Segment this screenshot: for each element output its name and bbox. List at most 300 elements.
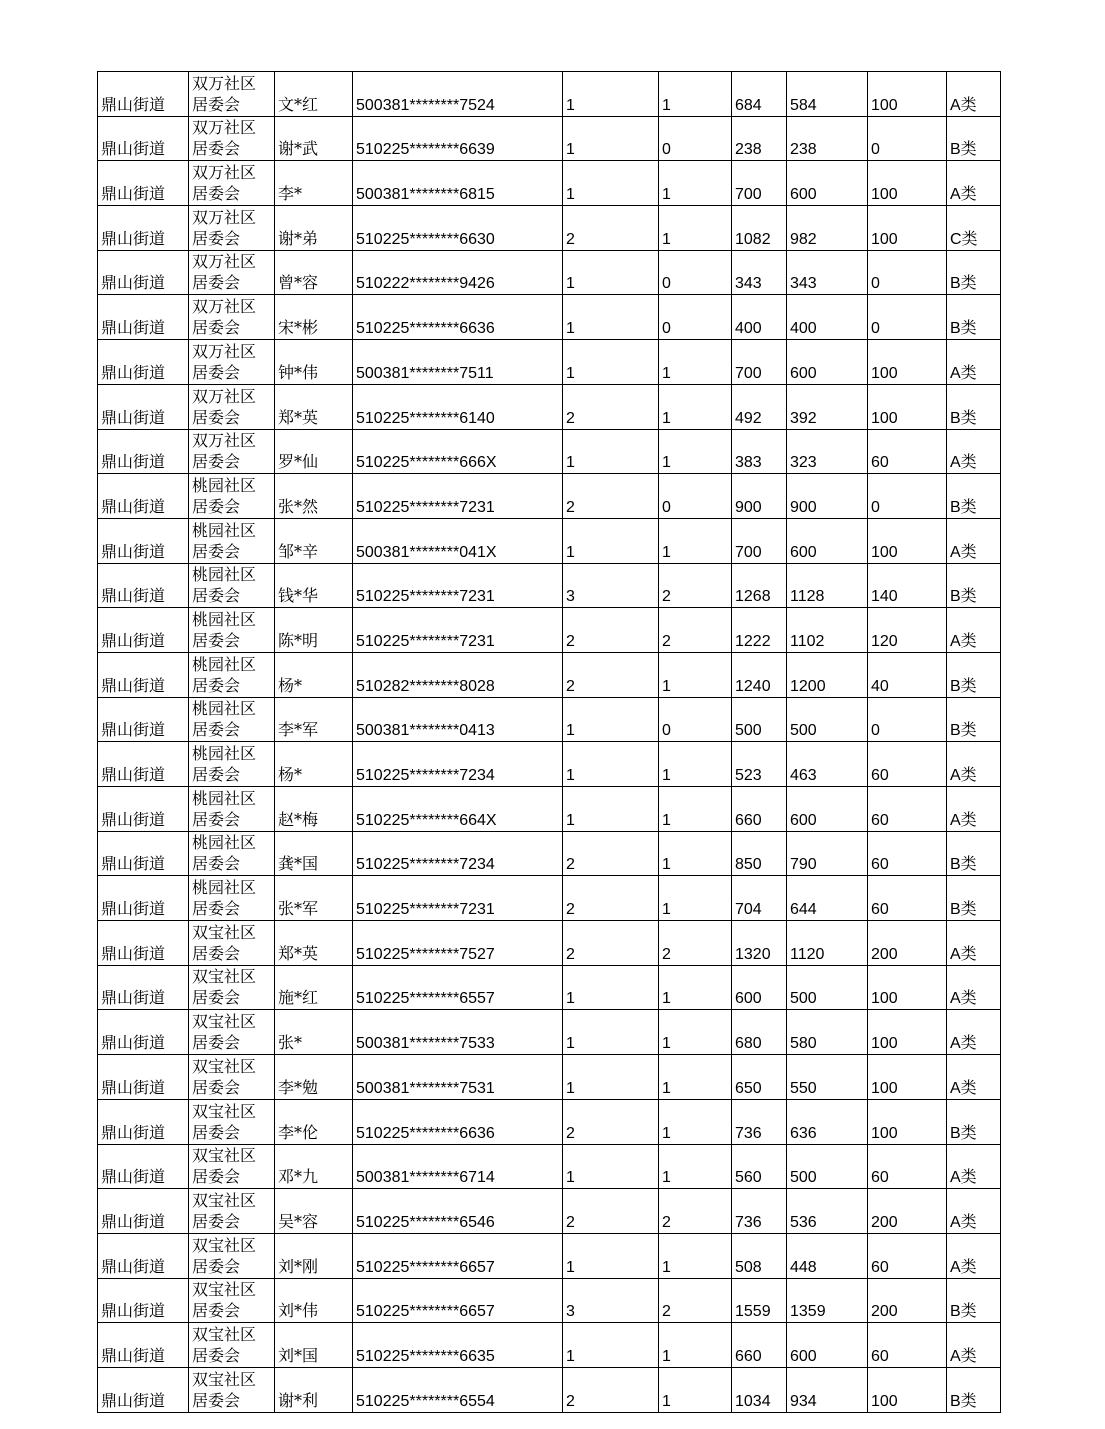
table-row [98,518,1001,563]
amount-cell: 200 [868,1189,947,1234]
amount-cell: 500 [787,965,868,1010]
amount-cell: 323 [787,429,868,474]
community-cell [189,250,275,295]
amount-cell: 934 [787,1367,868,1412]
count-cell: 2 [659,563,732,608]
id-number-cell: 510225********6635 [353,1323,563,1368]
amount-cell: 1200 [787,652,868,697]
count-cell: 1 [563,1010,659,1055]
name-cell: 李*军 [275,697,353,742]
count-cell: 2 [563,608,659,653]
community-cell [189,206,275,251]
community-name: 双宝社区 [192,922,257,942]
category-cell: A类 [947,518,1001,563]
category-cell: A类 [947,1055,1001,1100]
name-cell: 刘*国 [275,1323,353,1368]
community-name: 双宝社区 [192,1056,257,1076]
id-number-cell: 510225********664X [353,787,563,832]
amount-cell: 60 [868,831,947,876]
count-cell: 1 [563,1055,659,1100]
community-name: 双宝社区 [192,1146,257,1166]
count-cell: 1 [659,161,732,206]
table-row [98,1144,1001,1189]
community-cell [189,831,275,876]
community-cell [189,563,275,608]
amount-cell: 1240 [732,652,787,697]
amount-cell: 500 [787,697,868,742]
count-cell: 1 [659,1055,732,1100]
id-number-cell: 510225********6657 [353,1278,563,1323]
street-cell: 鼎山街道 [98,250,189,295]
amount-cell: 736 [732,1099,787,1144]
street-cell: 鼎山街道 [98,1367,189,1412]
community-name: 双万社区 [192,297,257,317]
name-cell: 张* [275,1010,353,1055]
amount-cell: 60 [868,876,947,921]
street-cell: 鼎山街道 [98,608,189,653]
amount-cell: 0 [868,116,947,161]
category-cell: B类 [947,474,1001,519]
category-cell: A类 [947,1323,1001,1368]
community-cell [189,1099,275,1144]
count-cell: 1 [659,384,732,429]
category-cell: B类 [947,116,1001,161]
amount-cell: 1320 [732,921,787,966]
name-cell: 邹*辛 [275,518,353,563]
amount-cell: 1034 [732,1367,787,1412]
amount-cell: 580 [787,1010,868,1055]
committee-label: 居委会 [192,765,241,784]
committee-label: 居委会 [192,1211,241,1231]
table-row [98,876,1001,921]
amount-cell: 343 [732,250,787,295]
table-row [98,1099,1001,1144]
community-name: 桃园社区 [192,654,257,674]
amount-cell: 100 [868,340,947,385]
community-name: 双万社区 [192,118,257,138]
committee-label: 居委会 [192,899,241,919]
count-cell: 2 [563,1367,659,1412]
count-cell: 0 [659,295,732,340]
community-name: 桃园社区 [192,744,257,763]
amount-cell: 1082 [732,206,787,251]
committee-label: 居委会 [192,1033,241,1053]
community-cell [189,384,275,429]
amount-cell: 343 [787,250,868,295]
amount-cell: 60 [868,1233,947,1278]
category-cell: B类 [947,831,1001,876]
category-cell: A类 [947,1144,1001,1189]
table-row [98,250,1001,295]
category-cell: B类 [947,250,1001,295]
count-cell: 3 [563,563,659,608]
name-cell: 施*红 [275,965,353,1010]
community-cell [189,1278,275,1323]
amount-cell: 463 [787,742,868,787]
table-row [98,831,1001,876]
amount-cell: 60 [868,742,947,787]
category-cell: A类 [947,1189,1001,1234]
name-cell: 曾*容 [275,250,353,295]
street-cell: 鼎山街道 [98,518,189,563]
amount-cell: 100 [868,206,947,251]
id-number-cell: 510225********6546 [353,1189,563,1234]
amount-cell: 704 [732,876,787,921]
category-cell: C类 [947,206,1001,251]
community-cell [189,161,275,206]
community-cell [189,742,275,787]
community-cell [189,697,275,742]
street-cell: 鼎山街道 [98,72,189,117]
committee-label: 居委会 [192,1390,241,1410]
community-name: 桃园社区 [192,565,257,585]
amount-cell: 584 [787,72,868,117]
id-number-cell: 510282********8028 [353,652,563,697]
street-cell: 鼎山街道 [98,876,189,921]
committee-label: 居委会 [192,675,241,695]
count-cell: 1 [563,697,659,742]
street-cell: 鼎山街道 [98,1099,189,1144]
count-cell: 2 [563,1099,659,1144]
count-cell: 2 [563,921,659,966]
committee-label: 居委会 [192,943,241,963]
community-name: 双宝社区 [192,1235,257,1255]
category-cell: A类 [947,161,1001,206]
committee-label: 居委会 [192,273,241,293]
name-cell: 杨* [275,652,353,697]
table-row [98,787,1001,832]
amount-cell: 700 [732,161,787,206]
count-cell: 1 [563,518,659,563]
amount-cell: 140 [868,563,947,608]
count-cell: 1 [659,340,732,385]
id-number-cell: 510225********6636 [353,1099,563,1144]
count-cell: 1 [659,1367,732,1412]
id-number-cell: 500381********0413 [353,697,563,742]
id-number-cell: 510225********7234 [353,831,563,876]
community-name: 双宝社区 [192,1369,257,1389]
name-cell: 钟*伟 [275,340,353,385]
community-name: 双万社区 [192,252,257,272]
name-cell: 张*然 [275,474,353,519]
community-cell [189,72,275,117]
committee-label: 居委会 [192,496,241,516]
count-cell: 1 [563,295,659,340]
category-cell: A类 [947,1010,1001,1055]
community-name: 双万社区 [192,431,257,451]
category-cell: B类 [947,652,1001,697]
amount-cell: 1120 [787,921,868,966]
count-cell: 0 [659,474,732,519]
count-cell: 1 [563,429,659,474]
amount-cell: 60 [868,1144,947,1189]
amount-cell: 500 [787,1144,868,1189]
committee-label: 居委会 [192,452,241,472]
table-row [98,697,1001,742]
count-cell: 1 [659,206,732,251]
community-cell [189,1144,275,1189]
amount-cell: 1128 [787,563,868,608]
count-cell: 1 [563,116,659,161]
category-cell: A类 [947,742,1001,787]
community-cell [189,474,275,519]
amount-cell: 200 [868,1278,947,1323]
count-cell: 3 [563,1278,659,1323]
table-row [98,384,1001,429]
name-cell: 谢*利 [275,1367,353,1412]
table-row [98,206,1001,251]
id-number-cell: 510225********6657 [353,1233,563,1278]
id-number-cell: 510225********7231 [353,474,563,519]
amount-cell: 392 [787,384,868,429]
table-row [98,921,1001,966]
count-cell: 1 [659,1010,732,1055]
count-cell: 2 [659,1278,732,1323]
street-cell: 鼎山街道 [98,1010,189,1055]
category-cell: B类 [947,563,1001,608]
community-cell [189,787,275,832]
street-cell: 鼎山街道 [98,787,189,832]
amount-cell: 100 [868,1010,947,1055]
community-cell [189,1010,275,1055]
amount-cell: 100 [868,1367,947,1412]
table-row [98,116,1001,161]
count-cell: 0 [659,697,732,742]
community-name: 桃园社区 [192,833,257,853]
community-name: 桃园社区 [192,878,257,898]
street-cell: 鼎山街道 [98,965,189,1010]
id-number-cell: 500381********7531 [353,1055,563,1100]
category-cell: A类 [947,72,1001,117]
community-cell [189,965,275,1010]
amount-cell: 790 [787,831,868,876]
count-cell: 2 [563,652,659,697]
amount-cell: 1559 [732,1278,787,1323]
count-cell: 2 [563,876,659,921]
committee-label: 居委会 [192,630,241,650]
street-cell: 鼎山街道 [98,921,189,966]
name-cell: 郑*英 [275,921,353,966]
amount-cell: 100 [868,1055,947,1100]
amount-cell: 0 [868,295,947,340]
name-cell: 郑*英 [275,384,353,429]
table-row [98,429,1001,474]
table-row [98,1367,1001,1412]
amount-cell: 1222 [732,608,787,653]
name-cell: 吴*容 [275,1189,353,1234]
table-row [98,742,1001,787]
committee-label: 居委会 [192,228,241,248]
id-number-cell: 510225********6639 [353,116,563,161]
id-number-cell: 510225********6554 [353,1367,563,1412]
committee-label: 居委会 [192,854,241,874]
amount-cell: 400 [732,295,787,340]
amount-cell: 100 [868,384,947,429]
community-name: 双宝社区 [192,1190,257,1210]
id-number-cell: 510225********7231 [353,608,563,653]
amount-cell: 900 [787,474,868,519]
community-cell [189,608,275,653]
amount-cell: 636 [787,1099,868,1144]
street-cell: 鼎山街道 [98,340,189,385]
amount-cell: 600 [787,787,868,832]
amount-cell: 100 [868,965,947,1010]
amount-cell: 0 [868,250,947,295]
name-cell: 杨* [275,742,353,787]
street-cell: 鼎山街道 [98,742,189,787]
count-cell: 1 [563,250,659,295]
table-row [98,340,1001,385]
committee-label: 居委会 [192,586,241,606]
count-cell: 1 [563,1144,659,1189]
community-name: 双宝社区 [192,967,257,987]
community-cell [189,876,275,921]
amount-cell: 448 [787,1233,868,1278]
table-row [98,1323,1001,1368]
table-row [98,652,1001,697]
amount-cell: 700 [732,518,787,563]
count-cell: 1 [659,652,732,697]
community-cell [189,1055,275,1100]
amount-cell: 500 [732,697,787,742]
count-cell: 2 [563,1189,659,1234]
count-cell: 1 [563,161,659,206]
community-cell [189,340,275,385]
count-cell: 2 [659,1189,732,1234]
community-name: 双万社区 [192,341,257,361]
id-number-cell: 500381********7533 [353,1010,563,1055]
name-cell: 刘*伟 [275,1278,353,1323]
street-cell: 鼎山街道 [98,697,189,742]
count-cell: 2 [659,921,732,966]
community-name: 桃园社区 [192,520,257,540]
committee-label: 居委会 [192,988,241,1008]
id-number-cell: 510225********6140 [353,384,563,429]
category-cell: A类 [947,608,1001,653]
amount-cell: 900 [732,474,787,519]
count-cell: 2 [659,608,732,653]
name-cell: 邓*九 [275,1144,353,1189]
street-cell: 鼎山街道 [98,652,189,697]
community-cell [189,429,275,474]
category-cell: B类 [947,384,1001,429]
committee-label: 居委会 [192,1301,241,1321]
name-cell: 刘*刚 [275,1233,353,1278]
amount-cell: 560 [732,1144,787,1189]
community-name: 桃园社区 [192,609,257,629]
street-cell: 鼎山街道 [98,1233,189,1278]
amount-cell: 120 [868,608,947,653]
amount-cell: 550 [787,1055,868,1100]
community-cell [189,1189,275,1234]
count-cell: 2 [563,206,659,251]
community-cell [189,1233,275,1278]
id-number-cell: 500381********6714 [353,1144,563,1189]
count-cell: 1 [563,742,659,787]
name-cell: 谢*弟 [275,206,353,251]
name-cell: 钱*华 [275,563,353,608]
table-row [98,563,1001,608]
amount-cell: 650 [732,1055,787,1100]
street-cell: 鼎山街道 [98,384,189,429]
amount-cell: 100 [868,161,947,206]
id-number-cell: 510225********6636 [353,295,563,340]
category-cell: B类 [947,876,1001,921]
community-name: 双宝社区 [192,1324,257,1344]
table-row [98,295,1001,340]
name-cell: 李*伦 [275,1099,353,1144]
amount-cell: 60 [868,1323,947,1368]
amount-cell: 200 [868,921,947,966]
committee-label: 居委会 [192,1122,241,1142]
id-number-cell: 500381********7524 [353,72,563,117]
street-cell: 鼎山街道 [98,161,189,206]
count-cell: 1 [563,340,659,385]
table-body [98,72,1001,1413]
table-row [98,608,1001,653]
category-cell: A类 [947,340,1001,385]
street-cell: 鼎山街道 [98,1278,189,1323]
count-cell: 1 [659,876,732,921]
community-cell [189,518,275,563]
category-cell: B类 [947,1367,1001,1412]
category-cell: B类 [947,1099,1001,1144]
committee-label: 居委会 [192,407,241,427]
count-cell: 1 [659,831,732,876]
table-row [98,474,1001,519]
committee-label: 居委会 [192,541,241,561]
committee-label: 居委会 [192,184,241,204]
count-cell: 1 [659,518,732,563]
committee-label: 居委会 [192,1345,241,1365]
street-cell: 鼎山街道 [98,1055,189,1100]
amount-cell: 0 [868,474,947,519]
count-cell: 1 [563,787,659,832]
subsidy-list-table [97,71,1001,1413]
committee-label: 居委会 [192,1077,241,1097]
name-cell: 宋*彬 [275,295,353,340]
street-cell: 鼎山街道 [98,1189,189,1234]
id-number-cell: 510225********6557 [353,965,563,1010]
community-cell [189,921,275,966]
amount-cell: 1359 [787,1278,868,1323]
id-number-cell: 510225********7234 [353,742,563,787]
community-cell [189,1323,275,1368]
community-name: 双万社区 [192,386,257,406]
community-name: 双万社区 [192,73,257,93]
amount-cell: 523 [732,742,787,787]
amount-cell: 1102 [787,608,868,653]
name-cell: 罗*仙 [275,429,353,474]
community-name: 双万社区 [192,207,257,227]
committee-label: 居委会 [192,809,241,829]
amount-cell: 600 [787,518,868,563]
street-cell: 鼎山街道 [98,474,189,519]
name-cell: 文*红 [275,72,353,117]
table-row [98,1278,1001,1323]
table-row [98,1233,1001,1278]
amount-cell: 492 [732,384,787,429]
amount-cell: 644 [787,876,868,921]
community-name: 双宝社区 [192,1012,257,1032]
table-row [98,72,1001,117]
count-cell: 1 [659,1233,732,1278]
name-cell: 谢*武 [275,116,353,161]
id-number-cell: 500381********041X [353,518,563,563]
id-number-cell: 510225********7527 [353,921,563,966]
street-cell: 鼎山街道 [98,116,189,161]
amount-cell: 400 [787,295,868,340]
